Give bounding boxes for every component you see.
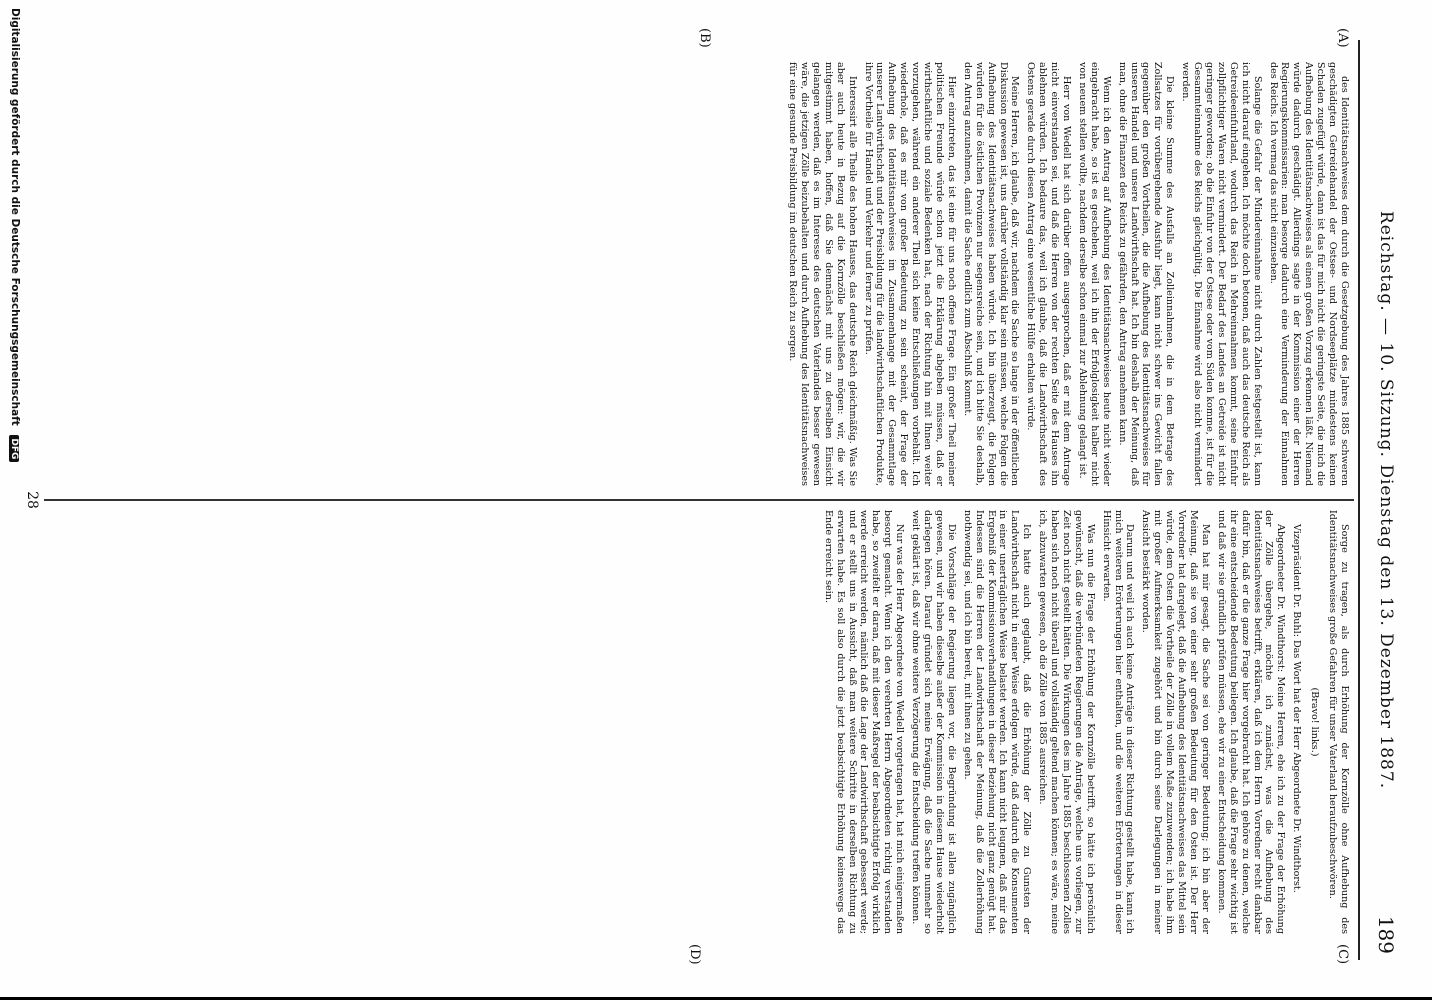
paragraph: des Identitätsnachweises dem durch die Gesetzgebung des Jahres 1885 schweren geschädigten Getreidehandel der Ostsee- und Nordseeplätze mindestens keinen Schaden zugefügt würde, dann ist das für mich nicht die geringste Seite, die mich die Aufhebung des Identitätsnachweises als einen großen Vorzug erkennen läßt. Niemand würde dadurch geschädigt. Allerdings sagte in der Kommission einer der Herren Regierungskommissarien: man besorge dadurch eine Verminderung der Einnahmen des Reichs. Ich vermag das nicht einzusehen. — [1267, 62, 1350, 486]
paragraph: Was nun die Frage der Erhöhung der Kornzölle betrifft, so hätte ich persönlich gewünscht, daß die verbündeten Regierungen die Anträge, welche uns vorliegen, zur Zeit noch nicht gestellt hätten. Die Wirkungen des im Jahre 1885 beschlossenen Zolles haben sich noch nicht überall und vollständig geltend machen können; es wäre, meine ich, abzuwarten gewesen, ob die Zölle von 1885 ausreichen. — [1037, 510, 1096, 934]
running-head — [1362, 40, 1402, 960]
paragraph: Die Vorschläge der Regierung liegen vor, die Begründung ist allen zugänglich gewesen, und wir haben dieselbe außer der Kommission in diesem Hause wiederholt darlegen hören. Darauf gründet sich meine Erwägung, daß die Sache nunmehr so weit geklärt ist, daß wir ohne weitere Verzögerung die Entscheidung treffen können. — [910, 510, 957, 934]
bottom-page-mark: 28 — [24, 491, 40, 509]
text-column-left — [782, 62, 1350, 486]
speaker-intro: Vizepräsident Dr. Buhl: Das Wort hat der Herr Abgeordnete Dr. Windthorst. — [1291, 524, 1303, 893]
paragraph: Die kleine Summe des Ausfalls an Zolleinnahmen, die in dem Betrage des Zollsatzes für vorübergehende Ausfuhr liegt, kann nicht schwer ins Gewicht fallen gegenüber den großen Vortheilen, die die Aufhebung des Identitätsnachweises für unseren Handel und unsere Landwirthschaft hat. Ich bin deshalb der Meinung, daß man, ohne die Finanzen des Reichs zu gefährden, den Antrag annehmen kann. — [1116, 62, 1176, 486]
page-title: Reichstag. — 10. Sitzung. Dienstag den 13. Dezember 1887. — [1376, 210, 1396, 790]
paragraph: Meine Herren, ich glaube, daß wir, nachdem die Sache so lange in der öffentlichen Diskussion gewesen ist, uns darüber vollständig klar sein müssen, welche Folgen die Aufhebung des Identitätsnachweises haben würde. Ich bin überzeugt, die Folgen würden für die östlichen Provinzen nur segensreiche sein, und ich bitte Sie deshalb, den Antrag anzunehmen, damit die Sache endlich zum Abschluß kommt. — [961, 62, 1021, 486]
paragraph: Darum und weil ich auch keine Anträge in dieser Richtung gestellt habe, kann ich mich weiteren Erörterungen hier enthalten, und die weiteren Erörterungen in dieser Hinsicht erwarten. — [1100, 510, 1136, 934]
dfg-logo: DFG — [9, 435, 19, 462]
paragraph: Hier einzutreten, das ist eine für uns noch offene Frage. Ein großer Theil meiner politischen Freunde würde schon jetzt die Erklärung abgeben müssen, daß er wirthschaftliche und soziale Bedenken hat, nach der Richtung hin mit Ihnen weiter vorzugehen, während ein anderer Theil sich keine Entschließungen vorbehält. Ich wiederhole, daß es mir von großer Bedeutung zu sein scheint, der Frage der Aufhebung des Identitätsnachweises im Zusammenhange mit der Gesammtlage unserer Landwirthschaft und der Preisbildung für die landwirthschaftlichen Produkte, ihre Vortheile für Handel und Verkehr und ferner zu prüfen. — [862, 62, 957, 486]
paragraph: Nur was der Herr Abgeordnete von Wedell vorgetragen hat, hat mich einigermaßen besorgt gemacht. Wenn ich den verehrten Herrn Abgeordneten richtig verstanden habe, so zweifelt er daran, daß mit dieser Maßregel der beabsichtigte Erfolg wirklich werde erreicht werden, nämlich daß die Lage der Landwirthschaft gebessert werde; und er stellt uns in Aussicht, daß man weitere Schritte in derselben Richtung zu erwarten habe. Es soll also durch die jetzt beabsichtigte Erhöhung keineswegs das Ende erreicht sein. — [822, 510, 906, 934]
paragraph: Man hat mir gesagt, die Sache sei von geringer Bedeutung; ich bin aber der Meinung, daß sie von einer sehr großen Bedeutung für den Osten ist. Der Herr Vorredner hat dargelegt, daß die Aufhebung des Identitätsnachweises das Mittel sein würde, dem Osten die Vortheile der Zölle in vollem Maße zuzuwenden; ich habe ihm mit großer Aufmerksamkeit zugehört und bin durch seine Darlegungen in meiner Ansicht bestärkt worden. — [1140, 510, 1211, 934]
paragraph: Solange die Gefahr der Mindereinnahme nicht durch Zahlen festgestellt ist, kann ich nicht darauf eingehen. Ich möchte doch betonen, daß auch das deutsche Reich als Getreideeinfuhrland, wodurch das Reich in Mehreinnahmen kommt, seine Einfuhr zollpflichtiger Waren nicht vermindert. Der Bedarf des Landes an Getreide ist nicht geringer geworden; ob die Einfuhr von der Ostsee oder vom Süden komme, ist für die Gesammteinnahme des Reichs gleichgültig. Die Einnahme wird also nicht vermindert werden. — [1180, 62, 1263, 486]
digitization-note — [9, 8, 21, 462]
text-column-right — [818, 510, 1350, 934]
margin-letter-c: (C) — [1335, 944, 1350, 965]
paragraph: Sorge zu tragen, als durch Erhöhung der Kornzölle ohne Aufhebung des Identitätsnachweises große Gefahren für unser Vaterland heraufzubeschwören. — [1327, 510, 1350, 934]
margin-letter-a: (A) — [1335, 28, 1350, 48]
paragraph: Herr von Wedell hat sich darüber offen ausgesprochen, daß er mit dem Antrage nicht einverstanden sei, und daß die Herren von der rechten Seite des Hauses ihn ablehnen würden. Ich bedaure das, weil ich glaube, daß die Landwirthschaft des Ostens gerade durch diesen Antrag eine wesentliche Hülfe erhalten würde. — [1025, 62, 1073, 486]
column-divider — [44, 499, 1354, 501]
digitization-note-text: Digitalisierung gefördert durch die Deutsche Forschungsgemeinschaft — [9, 8, 21, 426]
paragraph: Wenn ich den Antrag auf Aufhebung des Identitätsnachweises heute nicht wieder eingebracht habe, so ist es geschehen, weil ich ihn der Erfolglosigkeit halber nicht von neuem stellen wollte, nachdem derselbe schon einmal zur Ablehnung gelangt ist. — [1076, 62, 1112, 486]
margin-letter-b: (B) — [697, 28, 712, 48]
applause-note: (Bravo! links.) — [1309, 687, 1321, 757]
paragraph: Abgeordneter Dr. Windthorst: Meine Herren, ehe ich zu der Frage der Erhöhung der Zölle übergehe, möchte ich zunächst, was die Aufhebung des Identitätsnachweises betrifft, erklären, daß ich dem Herrn Vorredner recht dankbar dafür bin, daß er die ganze Frage hier vorgebracht hat. Ich gehöre zu denen, welche ihr eine entscheidende Bedeutung beilegen. Ich glaube, daß die Frage sehr wichtig ist und daß wir sie gründlich prüfen müssen, ehe wir zu einer Entscheidung kommen. — [1215, 510, 1287, 934]
paragraph: Ich hatte auch geglaubt, daß die Erhöhung der Zölle zu Gunsten der Landwirthschaft nicht in einer Weise erfolgen würde, daß dadurch die Konsumenten in einer unerträglichen Weise belastet werden. Ich kann nicht leugnen, daß mir das Ergebniß der Kommissionsverhandlungen in dieser Beziehung nicht ganz genügt hat. Indessen sind die Herren der Landwirthschaft der Meinung, daß die Zollerhöhung nothwendig sei, und ich bin bereit, mit ihnen zu gehen. — [961, 510, 1033, 934]
margin-letter-d: (D) — [687, 944, 702, 965]
header-rule — [1358, 40, 1360, 960]
page-number: 189 — [1374, 915, 1398, 954]
paragraph: Interessirt alle Theile des hohen Hauses, das deutsche Reich gleichmäßig. Was Sie aber auch heute in Bezug auf die Kornzölle beschließen mögen: wir, die wir mitgestimmt haben, hoffen, daß Sie demnächst mit uns zu derselben Einsicht gelangen werden, daß es im Interesse des deutschen Vaterlandes besser gewesen wäre, die jetzigen Zölle beizubehalten und durch Aufhebung des Identitätsnachweises für eine gesunde Preisbildung im deutschen Reich zu sorgen. — [787, 62, 858, 486]
